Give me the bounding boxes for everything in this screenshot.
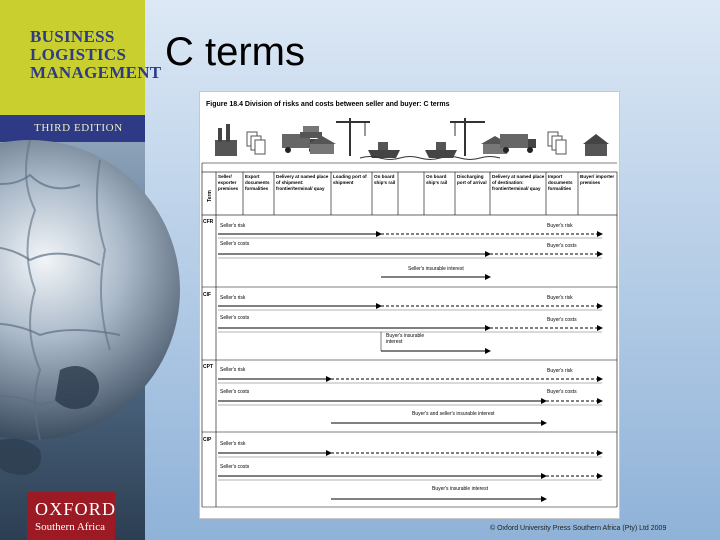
term-code: CFR [203,219,214,225]
term-group-cpt [203,364,602,423]
column-header [218,174,243,214]
edition-label: THIRD EDITION [34,122,123,134]
column-header [374,174,398,214]
risk-cost-diagram [200,92,619,518]
column-header-text: On board ship's rail [374,174,396,185]
column-header-text: Import documents formalities [548,174,573,191]
copyright-notice: © Oxford University Press Southern Africa (Pty) Ltd 2009 [490,525,667,532]
column-header [276,174,331,214]
row-label: Seller's costs [220,315,250,321]
column-header-text: Buyer/ importer premises [580,174,615,185]
term-code: CPT [203,364,213,370]
shipping-illustration [215,118,609,160]
logo-name: OXFORD [35,499,117,519]
row-label: Buyer's insurable interest [432,486,488,492]
column-header-text: Seller/ exporter premises [218,174,239,191]
terms-body [203,219,602,499]
column-headers [218,174,617,214]
book-title [30,27,162,82]
row-right-label: Buyer's risk [547,295,573,301]
figure-panel [199,91,620,519]
column-header-text: Export documents formalities [245,174,270,191]
column-header-text: Discharging port of arrival [457,174,487,185]
term-code: CIP [203,437,212,443]
crane-icon [336,118,370,156]
row-label: Seller's risk [220,367,246,373]
book-title-line: BUSINESS [30,27,115,46]
row-label-box [386,333,438,349]
column-header-text: Delivery at named place of shipment: frontier/terminal/ quay [276,174,329,191]
table-body-frame [202,215,617,507]
column-header [580,174,617,214]
term-group-cip [203,437,602,499]
ship-icon [368,142,400,158]
row-label: Buyer's insurable interest [386,333,425,345]
row-label: Seller's risk [220,441,246,447]
documents-icon [548,132,566,154]
book-title-line: LOGISTICS [30,45,127,64]
book-title-block [0,0,162,115]
documents-icon [247,132,265,154]
logo-sub: Southern Africa [35,521,105,533]
row-right-label: Buyer's costs [547,389,577,395]
column-header-text: Loading port of shipment [333,174,367,185]
row-label: Seller's costs [220,389,250,395]
row-right-label: Buyer's costs [547,317,577,323]
column-header [457,174,490,214]
row-label: Seller's costs [220,241,250,247]
container-stack-icon [300,126,322,138]
column-header [245,174,274,214]
factory-icon [215,124,237,156]
book-title-line: MANAGEMENT [30,63,162,82]
edition-bar [0,115,145,142]
ship-icon [425,142,457,158]
term-group-cif [203,292,602,351]
figure-caption: Figure 18.4 Division of risks and costs between seller and buyer: C terms [206,101,450,108]
slide-title: C terms [165,30,305,74]
port-warehouse-icon [308,136,336,154]
column-header [426,174,455,214]
term-code: CIF [203,292,212,298]
column-header [333,174,372,214]
truck-icon [500,134,536,153]
buyer-premises-icon [583,134,609,156]
term-group-cfr [203,219,602,277]
row-label: Seller's risk [220,295,246,301]
book-cover-sidebar [0,0,162,540]
row-label: Seller's insurable interest [408,266,464,272]
column-header [492,174,546,214]
row-label: Buyer's and seller's insurable interest [412,411,495,417]
column-header [548,174,578,214]
column-header-text: Delivery at named place of destination: frontier/terminal/ quay [492,174,545,191]
row-right-label: Buyer's risk [547,223,573,229]
column-header-text: On board ship's rail [426,174,448,185]
row-right-label: Buyer's costs [547,243,577,249]
row-right-label: Buyer's risk [547,368,573,374]
term-header: Term [207,190,213,202]
jigsaw-globe-icon [0,140,150,490]
oxford-logo [27,492,115,540]
row-label: Seller's risk [220,223,246,229]
row-label: Seller's costs [220,464,250,470]
